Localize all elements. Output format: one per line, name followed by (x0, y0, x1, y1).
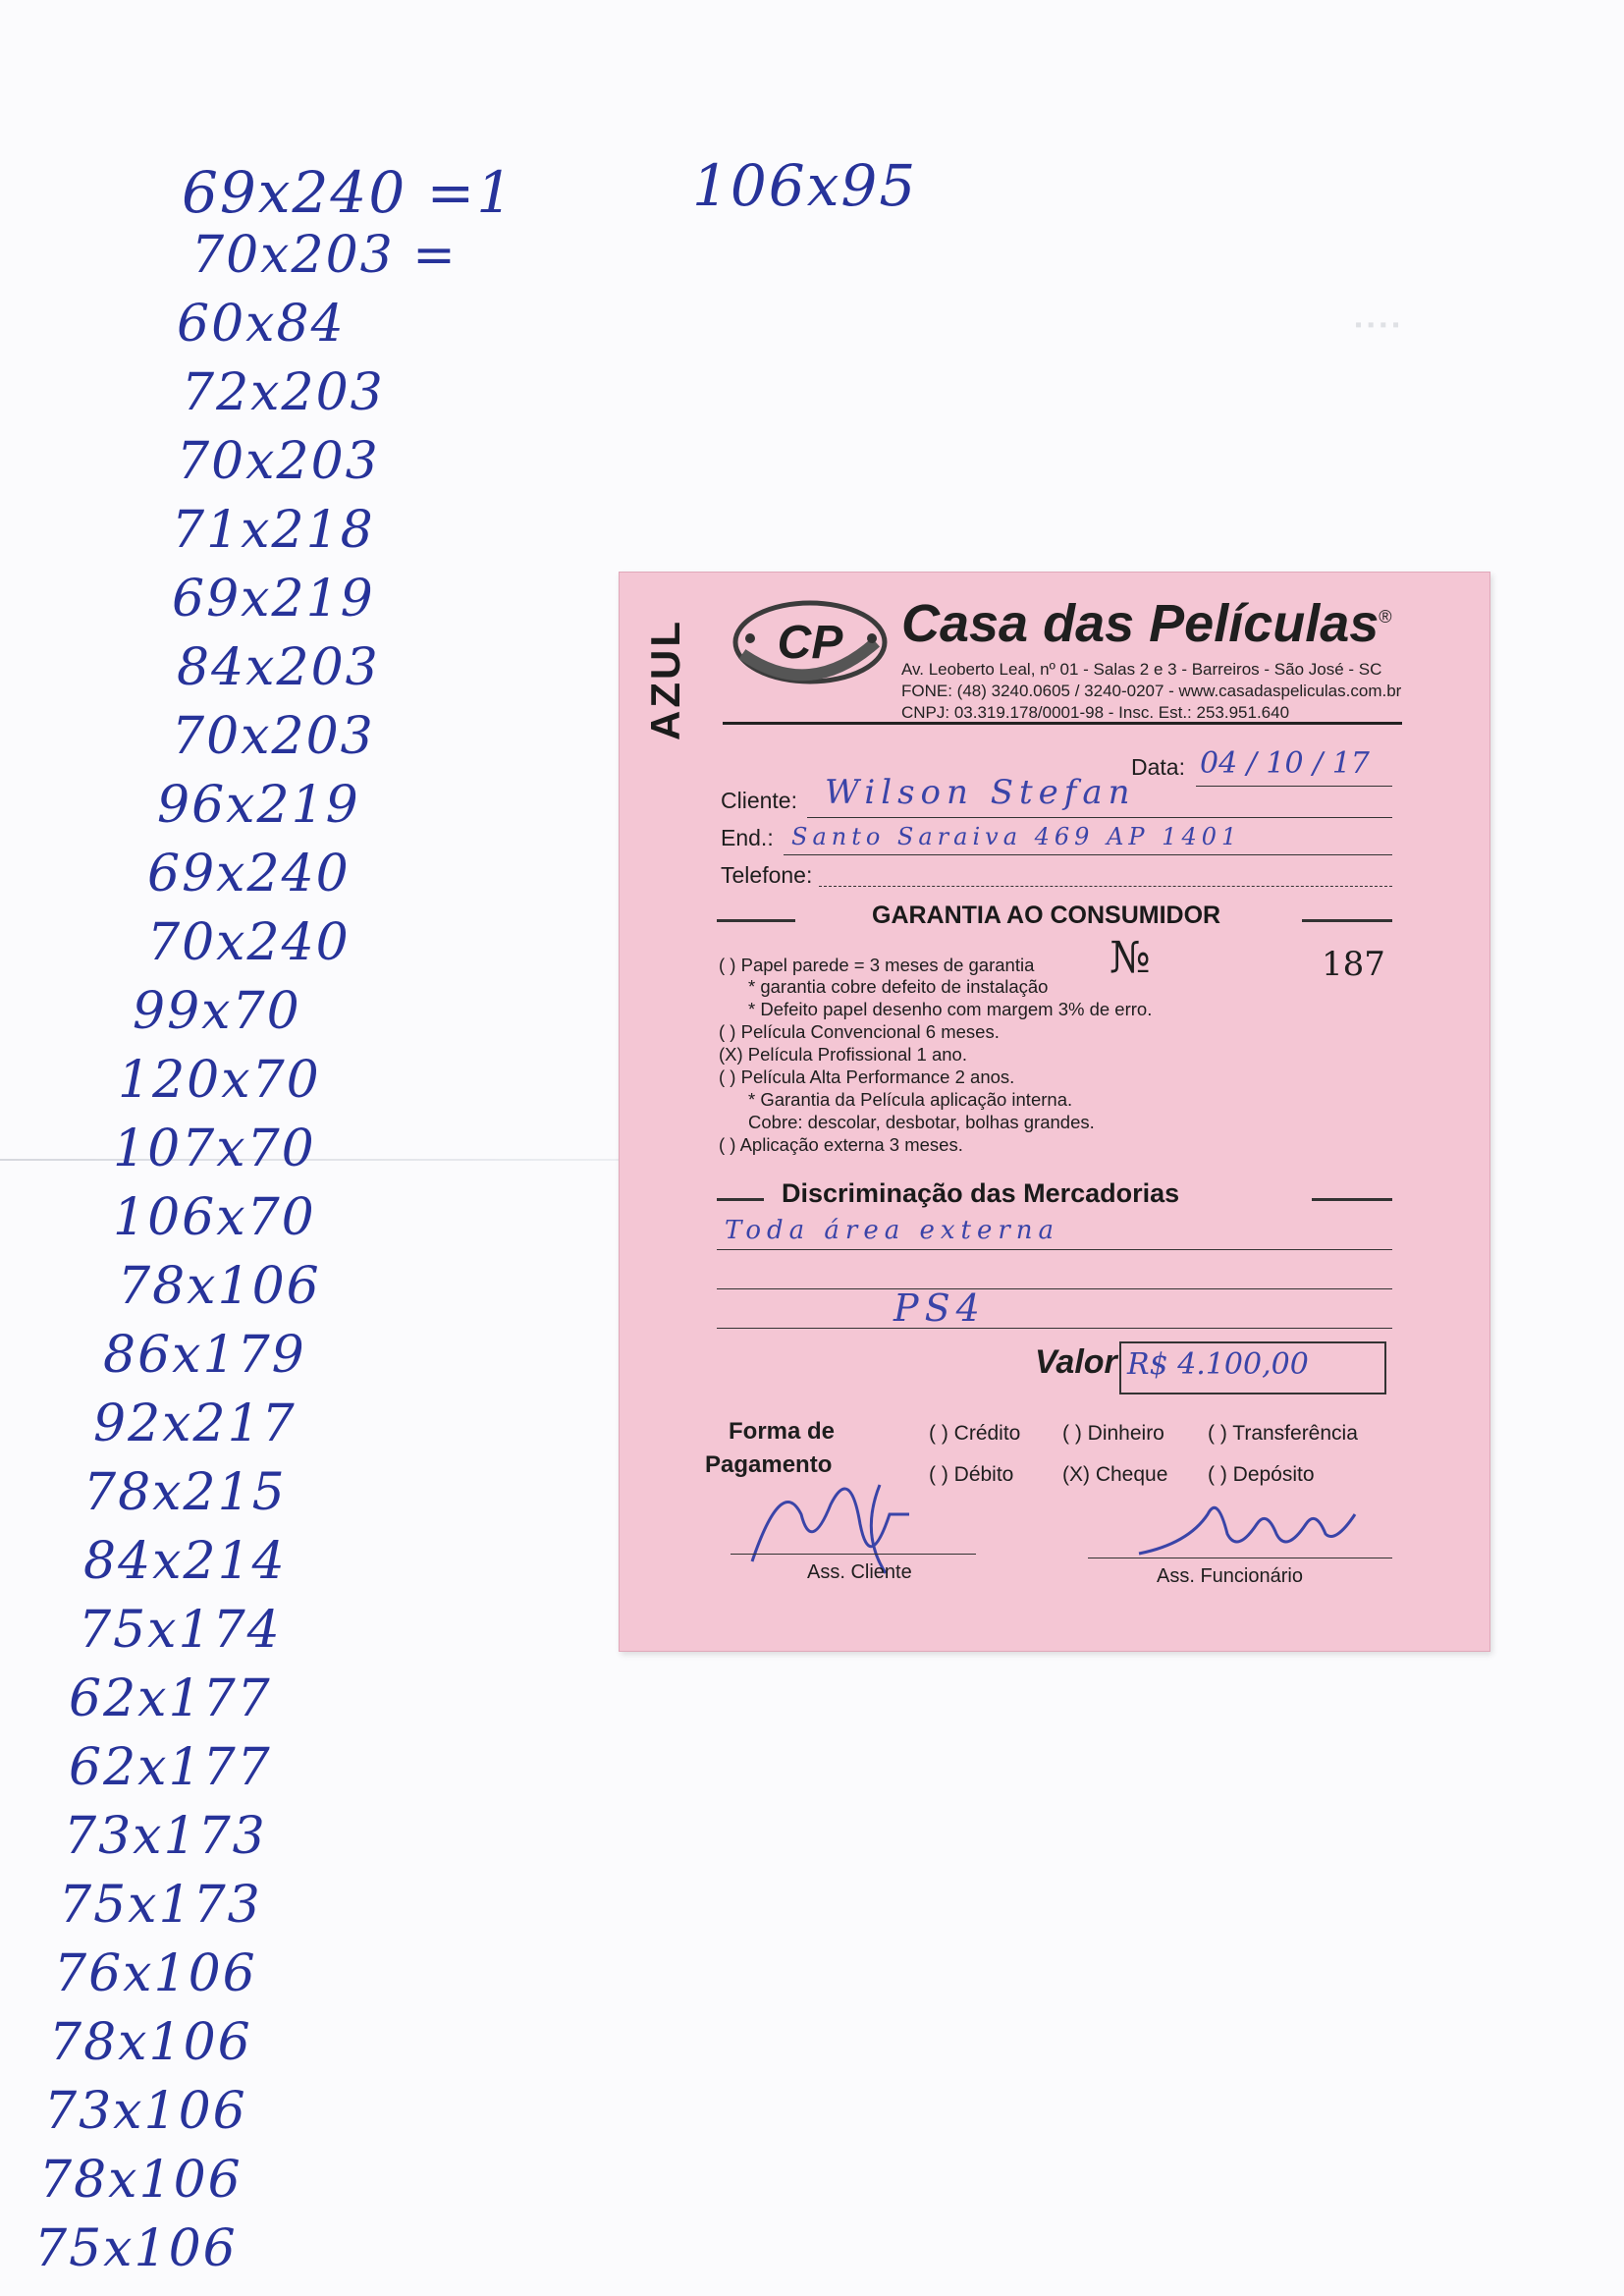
cp-logo-icon (729, 595, 892, 693)
checklist-item: ( ) Aplicação externa 3 meses. (719, 1134, 963, 1155)
measurement-entry: 107x70 (113, 1120, 316, 1178)
checklist-item: ( ) Papel parede = 3 meses de garantia (719, 955, 1035, 975)
receipt-number: 187 (1322, 945, 1385, 984)
measurement-entry: 92x217 (93, 1394, 297, 1453)
checklist-item: * garantia cobre defeito de instalação (748, 976, 1049, 997)
header-rule (723, 722, 1402, 725)
payment-label: Forma de (729, 1418, 836, 1445)
measurement-entry: 70x240 (147, 913, 351, 972)
brand-name: Casa das Películas® (901, 594, 1392, 653)
checklist-item: Cobre: descolar, desbotar, bolhas grandes. (748, 1112, 1095, 1132)
phone-line: FONE: (48) 3240.0605 / 3240-0207 - www.casadaspeliculas.com.br (901, 682, 1402, 700)
measurement-entry: 78x106 (118, 1257, 321, 1316)
payment-option-transferencia: ( ) Transferência (1208, 1422, 1358, 1445)
top-note: 106x95 (692, 152, 918, 219)
measurement-entry: 78x106 (39, 2151, 243, 2210)
measurement-entry: 69x240 (147, 845, 351, 903)
value-label: Valor (1035, 1343, 1117, 1381)
client-label: Cliente: (721, 788, 797, 813)
measurement-entry: 73x106 (44, 2082, 247, 2141)
client-value: Wilson Stefan (825, 773, 1136, 812)
copy-label: AZUL (642, 619, 689, 740)
measurement-entry: 70x203 (172, 707, 375, 766)
warranty-title: GARANTIA AO CONSUMIDOR (872, 902, 1221, 929)
address-label: End.: (721, 825, 774, 850)
measurement-entry: 62x177 (69, 1669, 272, 1728)
checklist-item: ( ) Película Convencional 6 meses. (719, 1021, 1000, 1042)
payment-option-dinheiro: ( ) Dinheiro (1062, 1422, 1164, 1445)
payment-option-credito: ( ) Crédito (929, 1422, 1021, 1445)
address: Av. Leoberto Leal, nº 01 - Salas 2 e 3 - Barreiros - São José - SC (901, 660, 1382, 679)
employee-signature-label: Ass. Funcionário (1157, 1565, 1303, 1587)
warranty-receipt (619, 572, 1490, 1652)
checklist-item: * Garantia da Película aplicação interna. (748, 1089, 1073, 1110)
address-value: Santo Saraiva 469 AP 1401 (791, 823, 1242, 850)
measurement-entry: 99x70 (133, 982, 301, 1041)
checklist-item: * Defeito papel desenho com margem 3% de erro. (748, 999, 1153, 1019)
checklist-item: (X) Película Profissional 1 ano. (719, 1044, 967, 1065)
measurement-entry: 60x84 (177, 295, 346, 354)
measurement-entry: 120x70 (118, 1051, 321, 1110)
measurement-entry: 84x203 (177, 638, 380, 697)
measurement-entry: 78x106 (49, 2013, 252, 2072)
payment-option-deposito: ( ) Depósito (1208, 1463, 1315, 1486)
measurement-entry: 72x203 (182, 363, 385, 422)
payment-label: Pagamento (705, 1451, 833, 1478)
goods-line-2: PS4 (893, 1286, 986, 1330)
goods-title: Discriminação das Mercadorias (782, 1178, 1180, 1208)
measurement-entry: 96x219 (157, 776, 360, 835)
phone-label: Telefone: (721, 862, 813, 888)
measurement-entry: 73x173 (64, 1807, 267, 1866)
measurement-entry: 62x177 (69, 1738, 272, 1797)
date-value: 04 / 10 / 17 (1200, 746, 1370, 781)
date-label: Data: (1131, 754, 1185, 780)
payment-option-debito: ( ) Débito (929, 1463, 1014, 1486)
measurement-entry: 75x173 (59, 1876, 262, 1935)
measurement-entry: 75x106 (34, 2219, 238, 2278)
measurement-entry: 75x174 (79, 1601, 282, 1660)
measurement-entry: 106x70 (113, 1188, 316, 1247)
measurement-entry: 69x219 (172, 570, 375, 629)
cnpj-line: CNPJ: 03.319.178/0001-98 - Insc. Est.: 253.951.640 (901, 703, 1290, 722)
measurement-entry: 84x214 (83, 1532, 287, 1591)
measurement-entry: 71x218 (172, 501, 375, 560)
measurement-entry: 76x106 (54, 1944, 257, 2003)
measurement-entry: 70x203 (177, 432, 380, 491)
number-symbol: № (1110, 933, 1151, 983)
employee-signature (1129, 1485, 1384, 1563)
client-signature-label: Ass. Cliente (807, 1561, 912, 1583)
checklist-item: ( ) Película Alta Performance 2 anos. (719, 1066, 1015, 1087)
measurement-entry: 78x215 (83, 1463, 287, 1522)
show-through-text: ▪ ▪ ▪ ▪ (1355, 314, 1400, 336)
logo-text: CP (777, 617, 843, 669)
value-amount: R$ 4.100,00 (1127, 1347, 1309, 1382)
measurement-entry: 69x240 =1 (182, 159, 515, 226)
payment-option-cheque: (X) Cheque (1062, 1463, 1168, 1486)
goods-line-1: Toda área externa (725, 1216, 1060, 1245)
measurement-entry: 86x179 (103, 1326, 306, 1385)
measurement-entry: 70x203 = (191, 226, 458, 285)
value-box (1119, 1341, 1386, 1394)
